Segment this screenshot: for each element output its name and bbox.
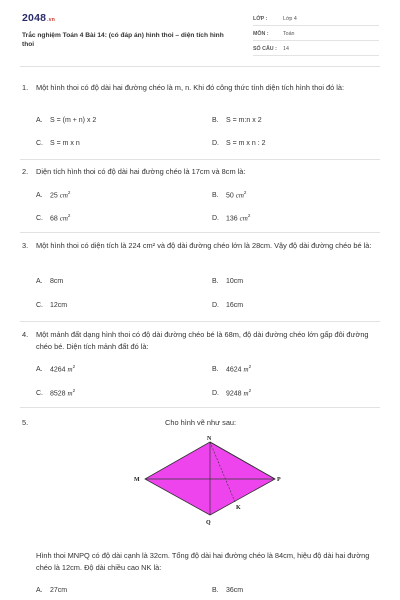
option-text: 12cm: [50, 302, 68, 309]
q4-option-b[interactable]: [212, 364, 251, 373]
label-n: N: [207, 436, 212, 442]
option-letter: D.: [212, 390, 219, 398]
option-exponent: 2: [247, 213, 251, 218]
meta-subject-key: MÔN :: [253, 31, 269, 37]
option-value: 9248: [226, 390, 242, 398]
option-value: 136: [226, 215, 238, 223]
option-unit: m: [67, 365, 73, 374]
option-text: 8cm: [50, 278, 64, 285]
q5-option-b[interactable]: [212, 587, 243, 594]
option-letter: C.: [36, 390, 43, 398]
meta-class-value: Lớp 4: [283, 16, 297, 22]
question-5-text: [22, 550, 380, 573]
option-exponent: 2: [72, 364, 76, 369]
meta-count-value: 14: [283, 46, 289, 52]
q1-option-b[interactable]: [212, 117, 262, 124]
document-title: Trắc nghiệm Toán 4 Bài 14: (có đáp án) hình thoi – diện tích hình thoi: [22, 32, 224, 48]
option-text: S = m x n: [50, 140, 80, 147]
header-divider: [20, 66, 380, 67]
option-text: S = m:n x 2: [226, 117, 262, 124]
rhombus-figure: [130, 432, 290, 532]
q1-option-d[interactable]: [212, 140, 266, 147]
q3-option-d[interactable]: [212, 302, 243, 309]
option-letter: C.: [36, 215, 43, 223]
question-text: Diện tích hình thoi có độ dài hai đường chéo là 17cm và 8cm là:: [36, 167, 246, 176]
q1-option-a[interactable]: [36, 117, 96, 124]
divider: [20, 232, 380, 233]
question-number: 3.: [22, 241, 29, 250]
q2-option-c[interactable]: [36, 213, 70, 222]
q4-option-a[interactable]: [36, 364, 75, 373]
option-exponent: 2: [248, 364, 252, 369]
question-1: [22, 82, 380, 94]
option-text: 10cm: [226, 278, 244, 285]
option-exponent: 2: [248, 388, 252, 393]
meta-subject-value: Toán: [283, 31, 295, 37]
option-value: 50: [226, 192, 234, 200]
option-letter: B.: [212, 366, 219, 374]
question-text: Một hình thoi có độ dài hai đường chéo là m, n. Khi đó công thức tính diện tích hình thoi đó là:: [36, 83, 345, 92]
divider: [20, 407, 380, 408]
option-exponent: 2: [67, 190, 71, 195]
site-logo[interactable]: [22, 12, 55, 24]
question-number: 2.: [22, 167, 29, 176]
option-value: 8528: [50, 390, 66, 398]
option-letter: D.: [212, 140, 219, 147]
option-letter: A.: [36, 587, 43, 594]
q4-option-c[interactable]: [36, 388, 75, 397]
q3-option-c[interactable]: [36, 302, 67, 309]
meta-count-key: SỐ CÂU :: [253, 46, 277, 52]
option-letter: A.: [36, 366, 43, 374]
logo-text: 2048: [22, 12, 47, 24]
meta-count-row: [253, 42, 379, 56]
option-letter: A.: [36, 278, 43, 285]
option-unit: cm: [59, 191, 68, 200]
q5-option-a[interactable]: [36, 587, 67, 594]
option-letter: B.: [212, 192, 219, 200]
option-exponent: 2: [72, 388, 76, 393]
q2-option-d[interactable]: [212, 213, 250, 222]
q3-option-a[interactable]: [36, 278, 63, 285]
option-text: S = (m + n) x 2: [50, 117, 97, 124]
option-letter: D.: [212, 302, 219, 309]
option-text: S = m x n : 2: [226, 140, 266, 147]
option-value: 4264: [50, 366, 66, 374]
meta-class-key: LỚP :: [253, 16, 268, 22]
option-letter: B.: [212, 587, 219, 594]
figure-intro: Cho hình vẽ như sau:: [165, 418, 237, 427]
option-unit: cm: [59, 214, 68, 223]
option-letter: C.: [36, 140, 43, 147]
option-text: 16cm: [226, 302, 244, 309]
label-m: M: [134, 477, 140, 483]
q4-option-d[interactable]: [212, 388, 251, 397]
logo-domain: .vn: [47, 17, 55, 23]
q1-option-c[interactable]: [36, 140, 80, 147]
question-number: 5.: [22, 418, 29, 427]
question-4: [22, 329, 380, 352]
option-unit: cm: [235, 191, 244, 200]
question-number: 4.: [22, 330, 29, 339]
option-letter: A.: [36, 117, 43, 124]
q2-option-b[interactable]: [212, 190, 246, 199]
divider: [20, 159, 380, 160]
option-letter: A.: [36, 192, 43, 200]
option-exponent: 2: [67, 213, 71, 218]
option-letter: B.: [212, 278, 219, 285]
question-number: 1.: [22, 83, 29, 92]
option-value: 4624: [226, 366, 242, 374]
option-letter: D.: [212, 215, 219, 223]
label-k: K: [236, 505, 241, 511]
question-text: Hình thoi MNPQ có độ dài cạnh là 32cm. Tổng độ dài hai đường chéo là 84cm, hiệu độ dài hai đường chéo là 12cm. Độ dài chiều cao NK là:: [36, 551, 370, 572]
option-value: 25: [50, 192, 58, 200]
question-3: [22, 240, 380, 252]
option-text: 36cm: [226, 587, 244, 594]
q2-option-a[interactable]: [36, 190, 70, 199]
option-value: 68: [50, 215, 58, 223]
question-text: Một hình thoi có diện tích là 224 cm² và độ dài đường chéo lớn là 28cm. Vậy độ dài đường chéo bé là:: [36, 241, 372, 250]
option-letter: C.: [36, 302, 43, 309]
option-unit: m: [243, 389, 249, 398]
label-q: Q: [206, 520, 211, 526]
meta-subject-row: [253, 27, 379, 41]
q3-option-b[interactable]: [212, 278, 243, 285]
label-p: P: [277, 477, 281, 483]
divider: [20, 321, 380, 322]
option-exponent: 2: [243, 190, 247, 195]
option-unit: m: [67, 389, 73, 398]
question-2: [22, 166, 380, 178]
option-unit: cm: [239, 214, 248, 223]
option-unit: m: [243, 365, 249, 374]
meta-class-row: [253, 12, 379, 26]
option-text: 27cm: [50, 587, 68, 594]
question-text: Một mảnh đất dạng hình thoi có độ dài đường chéo bé là 68m, độ dài đường chéo lớn gấp đôi đường chéo bé. Diện tích mảnh đất đó là:: [36, 330, 369, 351]
option-letter: B.: [212, 117, 219, 124]
